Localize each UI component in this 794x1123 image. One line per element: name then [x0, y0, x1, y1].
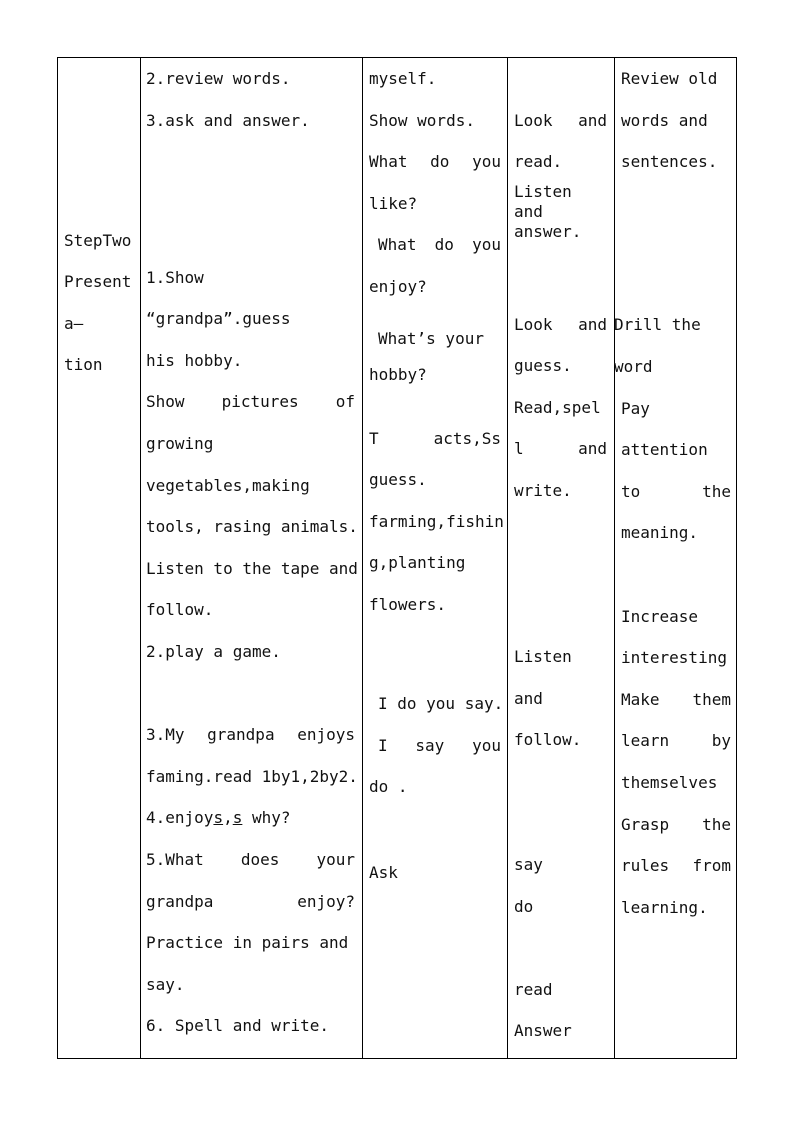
text-line: read. [514, 152, 563, 171]
text-line [621, 731, 731, 751]
column-divider [507, 58, 508, 1058]
word: enjoys [297, 725, 355, 744]
word: them [692, 690, 731, 709]
text-line: 3.ask and answer. [146, 111, 310, 130]
text-line: enjoy? [369, 277, 427, 296]
text-line: interesting [621, 648, 727, 667]
word: What [369, 152, 408, 171]
text-line: faming.read 1by1,2by2. [146, 767, 358, 786]
text-line: Listen to the tape and [146, 559, 358, 578]
word: enjoy? [297, 892, 355, 911]
text-line: Ask [369, 863, 398, 882]
text-line: g,planting [369, 553, 466, 572]
word: Grasp [621, 815, 670, 834]
text-line [146, 808, 291, 828]
text-line: Pay [621, 399, 650, 418]
text-line: write. [514, 481, 572, 500]
text-segment: why? [242, 808, 291, 827]
text-line: myself. [369, 69, 437, 88]
text-line [621, 690, 731, 710]
text-line: 2.review words. [146, 69, 291, 88]
text-line: Review old [621, 69, 718, 88]
text-line: Drill the [614, 315, 701, 334]
word: does [240, 850, 280, 869]
text-line: word [614, 357, 653, 376]
text-line: answer. [514, 222, 582, 241]
text-line [621, 856, 731, 876]
text-line: farming,fishin [369, 512, 504, 531]
word: Make [621, 690, 660, 709]
text-line: hobby? [369, 365, 427, 384]
text-line [378, 235, 501, 255]
word: to [621, 482, 641, 501]
word: you [472, 736, 501, 755]
text-line [146, 850, 355, 870]
text-line: meaning. [621, 523, 699, 542]
text-line [146, 725, 355, 745]
text-line [369, 152, 501, 172]
text-line: learning. [621, 898, 708, 917]
text-line: Show words. [369, 111, 475, 130]
word: do [434, 235, 454, 254]
text-line: Listen [514, 647, 572, 666]
word: and [578, 111, 607, 130]
step-label-line: tion [64, 355, 103, 374]
text-line: growing [146, 434, 214, 453]
word: the [702, 482, 731, 501]
word: Show [146, 392, 185, 411]
word: acts,Ss [433, 429, 501, 448]
text-line: sentences. [621, 152, 718, 171]
text-line: do . [369, 777, 408, 796]
text-line: attention [621, 440, 708, 459]
word: l [514, 439, 524, 458]
word: do [430, 152, 450, 171]
underlined-letter: s [232, 808, 243, 827]
text-line: say [514, 855, 543, 874]
text-line: Read,spel [514, 398, 601, 417]
text-segment: , [223, 808, 233, 827]
text-line: guess. [369, 470, 427, 489]
text-line: and [514, 202, 543, 221]
word: and [578, 315, 607, 334]
word: from [692, 856, 731, 875]
word: say [415, 736, 445, 755]
text-line: vegetables,making [146, 476, 310, 495]
text-line: read [514, 980, 553, 999]
text-line [621, 815, 731, 835]
column-divider [614, 58, 615, 1058]
word: rules [621, 856, 670, 875]
text-line: his hobby. [146, 351, 243, 370]
text-line: I do you say. [378, 694, 504, 713]
text-line: Increase [621, 607, 699, 626]
text-line: Answer [514, 1021, 572, 1040]
text-line: and [514, 689, 543, 708]
step-label-line: Present [64, 272, 132, 291]
text-line: “grandpa”.guess [146, 309, 291, 328]
text-line: What’s your [378, 329, 484, 348]
text-line: 2.play a game. [146, 642, 281, 661]
text-line: 6. Spell and write. [146, 1016, 330, 1035]
text-line: follow. [146, 600, 214, 619]
underlined-letter: s [213, 808, 224, 827]
text-line: do [514, 897, 534, 916]
text-line: follow. [514, 730, 582, 749]
word: pictures [221, 392, 299, 411]
text-line: themselves [621, 773, 718, 792]
word: you [472, 235, 501, 254]
text-line: Listen [514, 182, 572, 201]
text-line [514, 439, 607, 459]
word: Look [514, 315, 553, 334]
word: learn [621, 731, 670, 750]
word: the [702, 815, 731, 834]
word: Look [514, 111, 553, 130]
text-line [514, 315, 607, 335]
word: and [578, 439, 607, 458]
word: T [369, 429, 379, 448]
word: 3.My [146, 725, 185, 744]
word: What [378, 235, 417, 254]
word: I [378, 736, 388, 755]
text-line [146, 392, 355, 412]
text-line: say. [146, 975, 185, 994]
text-line [369, 429, 501, 449]
text-line: guess. [514, 356, 572, 375]
text-line: Practice in pairs and [146, 933, 349, 952]
word: 5.What [146, 850, 204, 869]
word: by [711, 731, 731, 750]
column-divider [362, 58, 363, 1058]
text-segment: 4.enjoy [146, 808, 214, 827]
text-line: words and [621, 111, 708, 130]
text-line: like? [369, 194, 418, 213]
text-line: tools, rasing animals. [146, 517, 358, 536]
word: you [472, 152, 501, 171]
text-line [146, 892, 355, 912]
text-line [621, 482, 731, 502]
text-line [514, 111, 607, 131]
step-label-line: a— [64, 314, 84, 333]
column-divider [140, 58, 141, 1058]
text-line: 1.Show [146, 268, 204, 287]
word: grandpa [146, 892, 214, 911]
step-label-line: StepTwo [64, 231, 132, 250]
word: your [316, 850, 355, 869]
text-line: flowers. [369, 595, 447, 614]
text-line [378, 736, 501, 756]
word: grandpa [207, 725, 275, 744]
word: of [335, 392, 355, 411]
